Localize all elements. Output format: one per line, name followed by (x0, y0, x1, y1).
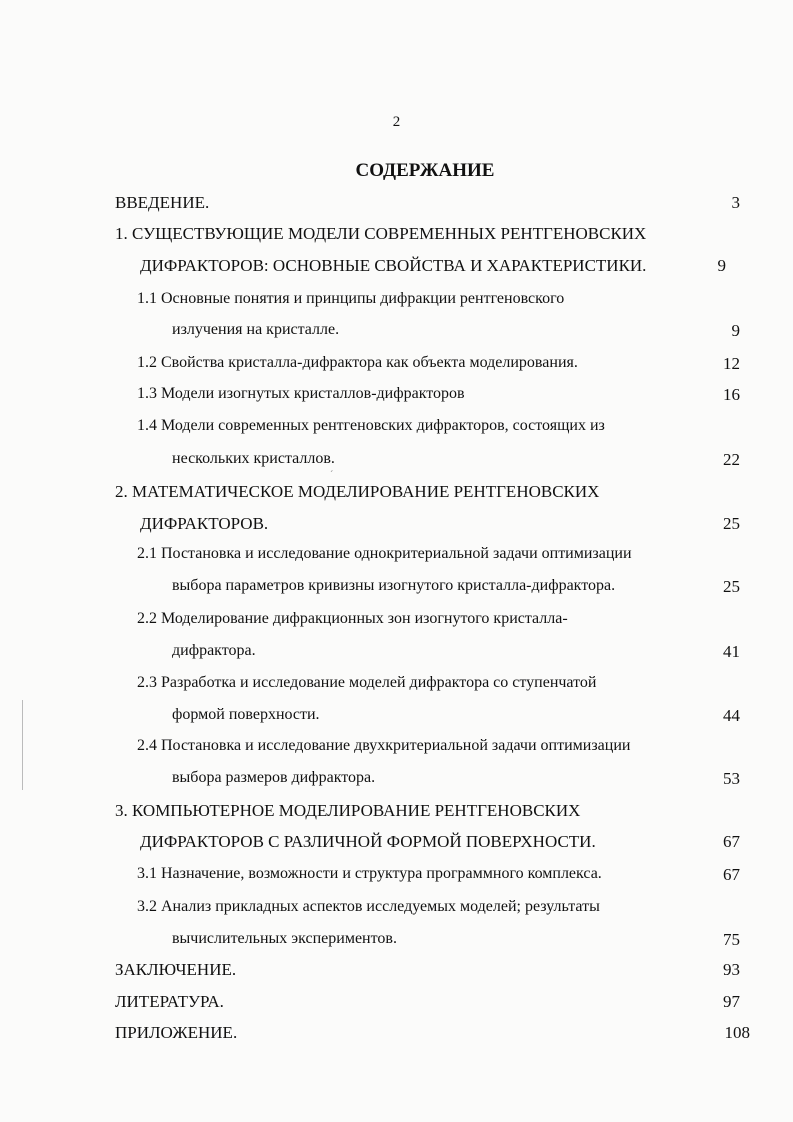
toc-page-section-2-1: 25 (723, 577, 740, 596)
toc-page-appendix: 108 (724, 1023, 750, 1042)
toc-page-section-2-3: 44 (723, 706, 740, 725)
toc-entry-introduction: ВВЕДЕНИЕ. (115, 193, 210, 212)
toc-chapter-3-line-1: 3. КОМПЬЮТЕРНОЕ МОДЕЛИРОВАНИЕ РЕНТГЕНОВСКИХ (115, 801, 581, 820)
toc-page-section-2-2: 41 (723, 642, 740, 661)
toc-section-2-2-line-1: 2.2 Моделирование дифракционных зон изогнутого кристалла- (137, 610, 568, 627)
toc-section-1-2: 1.2 Свойства кристалла-дифрактора как объекта моделирования. (137, 354, 578, 371)
toc-section-3-2-line-2: вычислительных экспериментов. (172, 930, 397, 947)
toc-page-section-3-2: 75 (723, 930, 740, 949)
toc-entry-literature: ЛИТЕРАТУРА. (115, 992, 224, 1011)
toc-section-2-1-line-2: выбора параметров кривизны изогнутого кристалла-дифрактора. (172, 577, 616, 594)
toc-chapter-1-line-2: ДИФРАКТОРОВ: ОСНОВНЫЕ СВОЙСТВА И ХАРАКТЕРИСТИКИ. (140, 256, 647, 275)
toc-section-1-3: 1.3 Модели изогнутых кристаллов-дифракторов (137, 385, 465, 402)
toc-section-3-2-line-1: 3.2 Анализ прикладных аспектов исследуемых моделей; результаты (137, 898, 600, 915)
toc-chapter-2-line-1: 2. МАТЕМАТИЧЕСКОЕ МОДЕЛИРОВАНИЕ РЕНТГЕНОВСКИХ (115, 482, 600, 501)
toc-chapter-2-line-2: ДИФРАКТОРОВ. (140, 514, 269, 533)
toc-section-2-3-line-2: формой поверхности. (172, 706, 320, 723)
toc-page-section-1-3: 16 (723, 385, 740, 404)
toc-section-2-3-line-1: 2.3 Разработка и исследование моделей дифрактора со ступенчатой (137, 674, 597, 691)
toc-section-2-1-line-1: 2.1 Постановка и исследование однокритериальной задачи оптимизации (137, 545, 632, 562)
toc-section-2-2-line-2: дифрактора. (172, 642, 256, 659)
toc-section-1-1-line-2: излучения на кристалле. (172, 321, 340, 338)
toc-chapter-3-line-2: ДИФРАКТОРОВ С РАЗЛИЧНОЙ ФОРМОЙ ПОВЕРХНОСТИ. (140, 832, 596, 851)
toc-page-chapter-2: 25 (723, 514, 740, 533)
toc-page-introduction: 3 (731, 193, 740, 212)
toc-page-chapter-3: 67 (723, 832, 740, 851)
toc-section-2-4-line-1: 2.4 Постановка и исследование двухкритериальной задачи оптимизации (137, 737, 631, 754)
toc-section-2-4-line-2: выбора размеров дифрактора. (172, 769, 376, 786)
toc-page-section-1-4: 22 (723, 450, 740, 469)
toc-page-literature: 97 (723, 992, 740, 1011)
toc-page-section-2-4: 53 (723, 769, 740, 788)
toc-page-section-1-2: 12 (723, 354, 740, 373)
toc-entry-conclusion: ЗАКЛЮЧЕНИЕ. (115, 960, 237, 979)
toc-page-section-3-1: 67 (723, 865, 740, 884)
toc-chapter-1-line-1: 1. СУЩЕСТВУЮЩИЕ МОДЕЛИ СОВРЕМЕННЫХ РЕНТГЕНОВСКИХ (115, 224, 647, 243)
toc-section-3-1: 3.1 Назначение, возможности и структура программного комплекса. (137, 865, 602, 882)
toc-page-section-1-1: 9 (731, 321, 740, 340)
scan-margin-mark (22, 700, 23, 790)
toc-title: СОДЕРЖАНИЕ (355, 160, 495, 181)
toc-section-1-1-line-1: 1.1 Основные понятия и принципы дифракции рентгеновского (137, 290, 565, 307)
scan-speck: ˊ (330, 470, 334, 481)
toc-page-conclusion: 93 (723, 960, 740, 979)
toc-entry-appendix: ПРИЛОЖЕНИЕ. (115, 1023, 238, 1042)
page-number: 2 (392, 114, 401, 130)
toc-page-chapter-1: 9 (717, 256, 726, 275)
toc-section-1-4-line-1: 1.4 Модели современных рентгеновских дифракторов, состоящих из (137, 417, 605, 434)
toc-section-1-4-line-2: нескольких кристаллов. (172, 450, 335, 467)
